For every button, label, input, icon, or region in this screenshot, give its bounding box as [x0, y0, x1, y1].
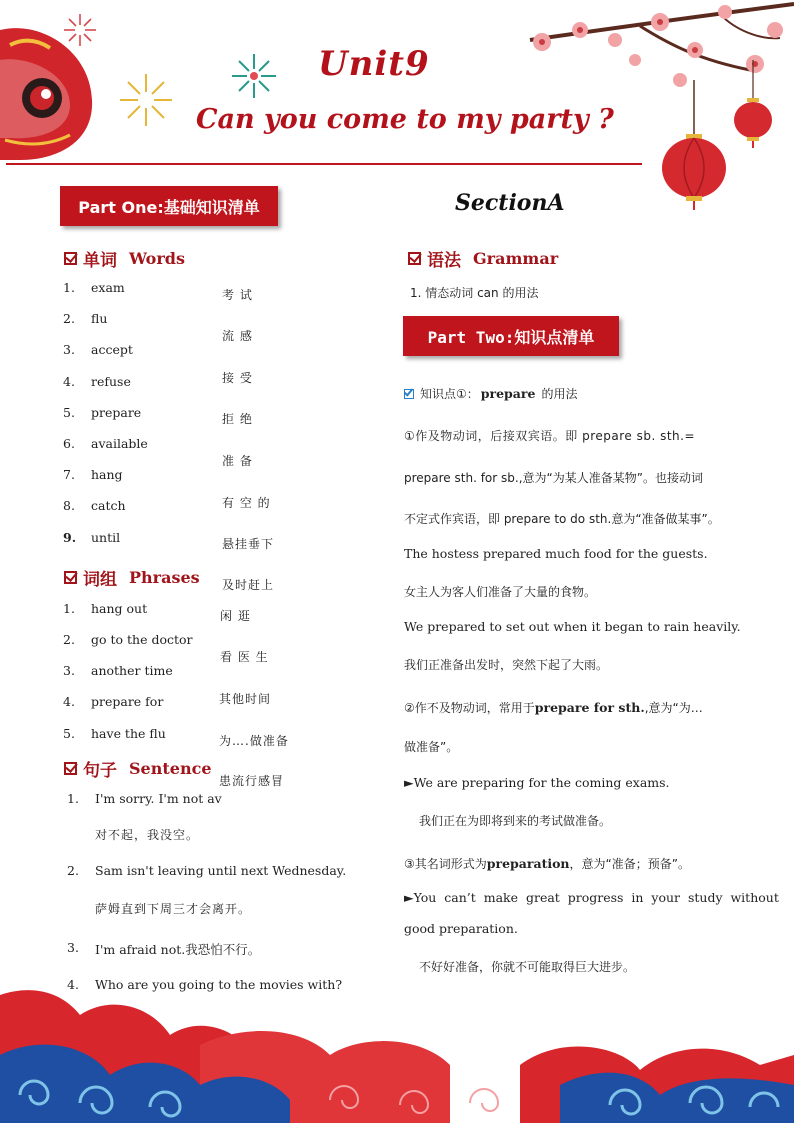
example-chinese: 不好好准备，你就不可能取得巨大进步。 [419, 960, 636, 974]
grammar-item: 1. 情态动词 can 的用法 [410, 286, 539, 300]
phrase-number: 1. [63, 601, 75, 616]
phrase-number: 5. [63, 726, 75, 741]
words-heading-en: Words [129, 249, 185, 268]
explanation-line: ③其名词形式为preparation，意为“准备；预备”。 [404, 856, 690, 871]
explanation-line: 做准备”。 [404, 740, 459, 754]
example-english: good preparation. [404, 921, 518, 936]
explanation-line: 不定式作宾语，即 prepare to do sth.意为“准备做某事”。 [404, 512, 720, 526]
phrase-english: another time [91, 663, 173, 678]
phrase-english: go to the doctor [91, 632, 193, 647]
sentences-heading [64, 756, 212, 781]
firework-icon [230, 52, 278, 100]
sentence-number: 4. [67, 977, 79, 992]
word-chinese: 考 试 [222, 288, 253, 302]
sentence-chinese: 萨姆直到下周三才会离开。 [95, 902, 252, 916]
word-number: 9. [63, 530, 77, 545]
part-one-banner: Part One:基础知识清单 [60, 186, 278, 226]
word-number: 7. [63, 467, 75, 482]
lantern-icon [660, 80, 728, 210]
grammar-heading [408, 246, 558, 271]
checkbox-icon [404, 389, 414, 399]
explanation-line: prepare sth. for sb.,意为“为某人准备某物”。也接动词 [404, 471, 703, 485]
phrase-chinese: 为….做准备 [219, 734, 289, 748]
example-english: ►We are preparing for the coming exams. [404, 775, 670, 790]
sentence-english: I'm afraid not.我恐怕不行。 [95, 942, 261, 957]
phrase-number: 3. [63, 663, 75, 678]
cloud-wave-footer-decoration [0, 975, 794, 1123]
lantern-icon [733, 60, 773, 148]
phrase-chinese: 患流行感冒 [219, 774, 285, 788]
word-number: 1. [63, 280, 75, 295]
word-english: prepare [91, 405, 142, 420]
phrase-english: have the flu [91, 726, 166, 741]
phrase-number: 2. [63, 632, 75, 647]
sentence-chinese: 对不起，我没空。 [95, 828, 200, 842]
word-number: 6. [63, 436, 75, 451]
word-english: accept [91, 342, 133, 357]
word-english: hang [91, 467, 123, 482]
example-chinese: 我们正在为即将到来的考试做准备。 [419, 814, 612, 828]
word-number: 8. [63, 498, 75, 513]
phrase-english: hang out [91, 601, 148, 616]
phrase-english: prepare for [91, 694, 164, 709]
word-number: 3. [63, 342, 75, 357]
phrases-heading [64, 565, 200, 590]
sentences-heading-en: Sentence [129, 759, 212, 778]
word-english: available [91, 436, 148, 451]
grammar-heading-cn: 语法 [427, 251, 461, 271]
phrase-chinese: 看 医 生 [220, 650, 269, 664]
part-two-banner: Part Two:知识点清单 [403, 316, 619, 356]
word-english: exam [91, 280, 125, 295]
word-english: until [91, 530, 121, 545]
header-divider [6, 163, 642, 165]
phrase-number: 4. [63, 694, 75, 709]
word-chinese: 悬挂垂下 [222, 537, 275, 551]
word-number: 4. [63, 374, 75, 389]
sentence-english: Sam isn't leaving until next Wednesday. [95, 863, 347, 878]
example-english: ►You can’t make great progress in your study without [404, 890, 779, 905]
sentence-number: 1. [67, 791, 79, 806]
explanation-line: ①作及物动词，后接双宾语。即 prepare sb. sth.= [404, 429, 696, 443]
checkbox-icon [64, 252, 77, 265]
firework-icon [118, 72, 174, 128]
sentence-number: 2. [67, 863, 79, 878]
explanation-line: ②作不及物动词，常用于prepare for sth.,意为“为… [404, 700, 703, 715]
words-heading [64, 246, 185, 271]
word-number: 2. [63, 311, 75, 326]
word-chinese: 接 受 [222, 371, 253, 385]
sentence-english: Who are you going to the movies with? [95, 977, 343, 992]
word-english: refuse [91, 374, 131, 389]
phrases-heading-cn: 词组 [83, 570, 117, 590]
word-chinese: 拒 绝 [222, 412, 253, 426]
word-chinese: 准 备 [222, 454, 253, 468]
sentences-heading-cn: 句子 [83, 761, 117, 781]
word-chinese: 有 空 的 [222, 496, 271, 510]
phrases-heading-en: Phrases [129, 568, 200, 587]
word-english: catch [91, 498, 126, 513]
knowledge-point-title: 知识点①： prepare 的用法 [404, 385, 577, 402]
checkbox-icon [64, 571, 77, 584]
word-chinese: 流 感 [222, 329, 253, 343]
lesson-subtitle: Can you come to my party ? [196, 104, 614, 135]
word-chinese: 闲 逛 [220, 609, 251, 623]
word-english: flu [91, 311, 108, 326]
sentence-english: I'm sorry. I'm not av [95, 791, 222, 806]
word-number: 5. [63, 405, 75, 420]
section-label: SectionA [455, 190, 565, 216]
example-english: We prepared to set out when it began to rain heavily. [404, 619, 741, 634]
checkbox-icon [64, 762, 77, 775]
word-chinese: 及时赶上 [222, 578, 275, 592]
grammar-heading-en: Grammar [473, 249, 559, 268]
firework-icon [62, 12, 98, 48]
checkbox-icon [408, 252, 421, 265]
words-heading-cn: 单词 [83, 251, 117, 271]
unit-title: Unit9 [318, 44, 430, 84]
example-chinese: 我们正准备出发时，突然下起了大雨。 [404, 658, 609, 672]
example-chinese: 女主人为客人们准备了大量的食物。 [404, 585, 597, 599]
example-english: The hostess prepared much food for the guests. [404, 546, 708, 561]
sentence-number: 3. [67, 940, 79, 955]
phrase-chinese: 其他时间 [219, 692, 272, 706]
